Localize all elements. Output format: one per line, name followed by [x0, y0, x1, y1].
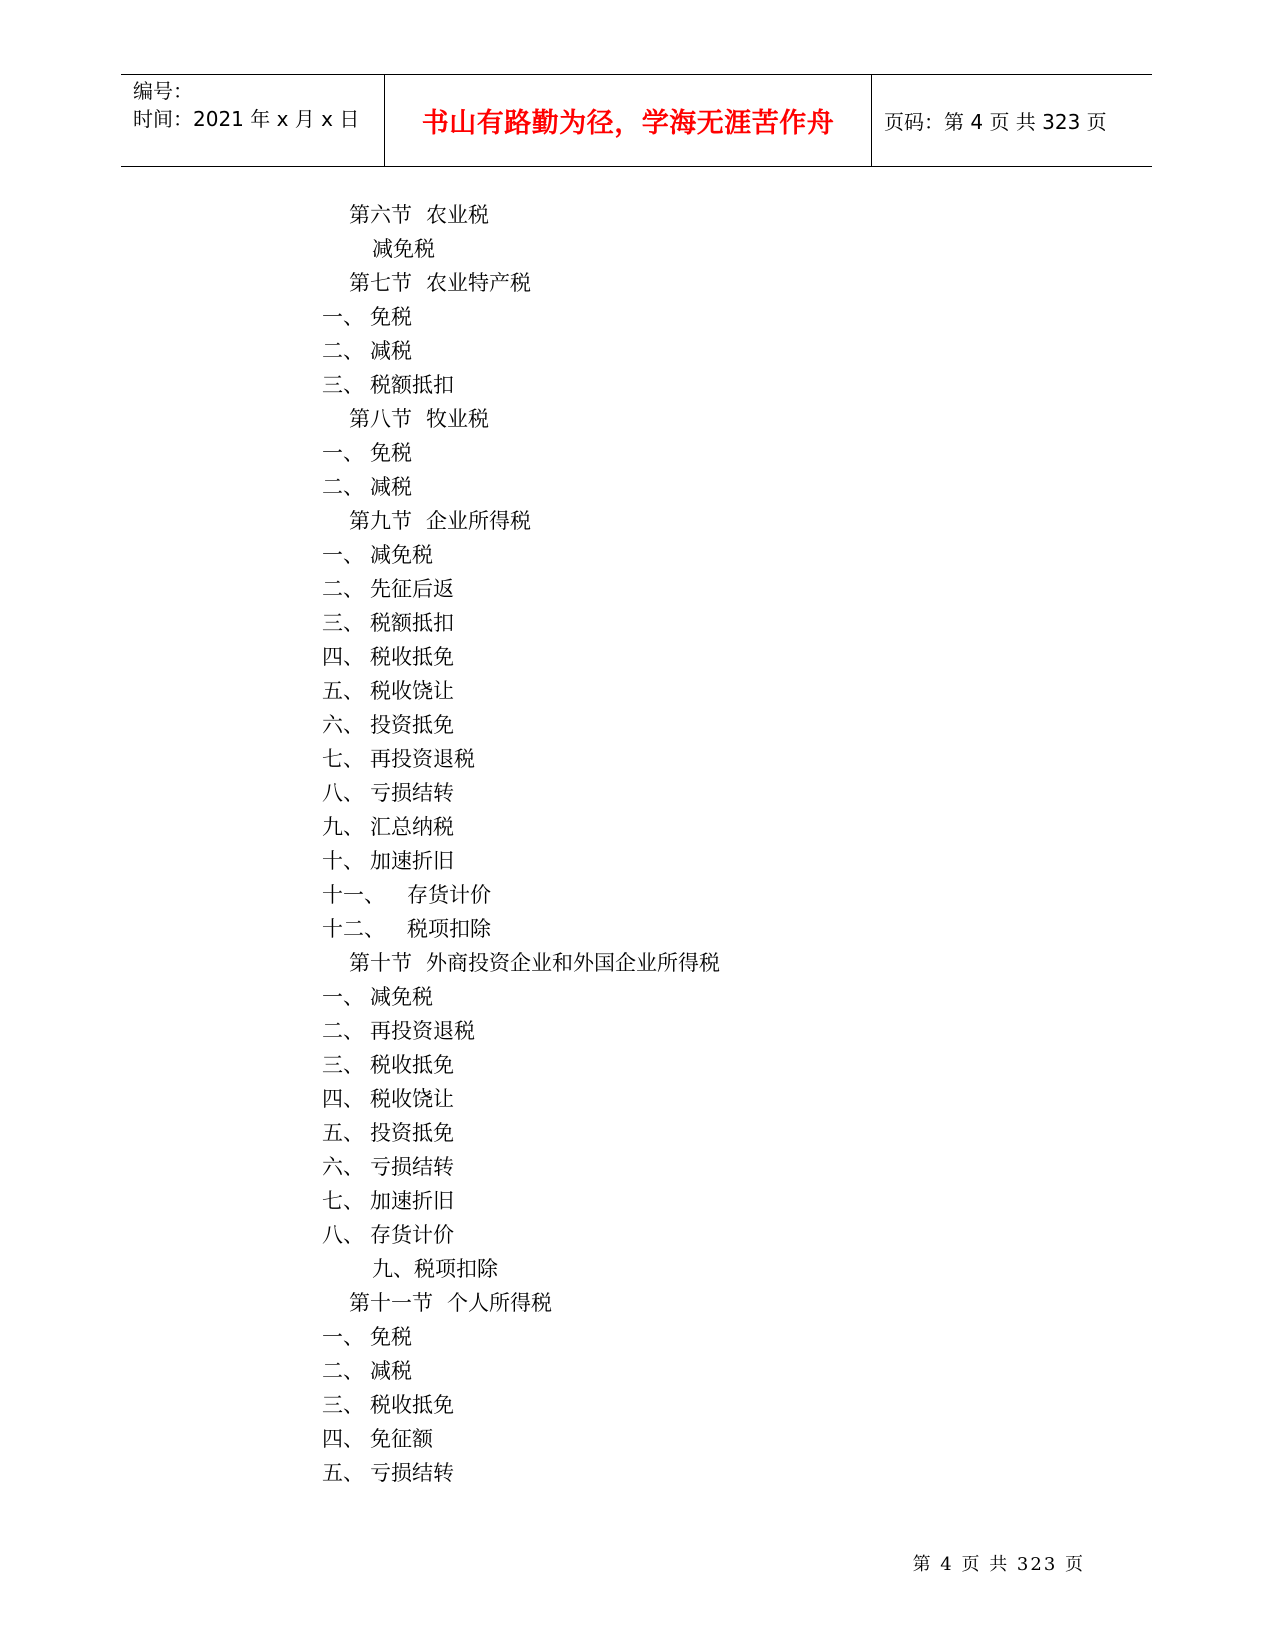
toc-list-item [0, 1014, 1275, 1048]
toc-subheading [0, 1252, 1275, 1286]
list-item-marker: 二、 [322, 1359, 364, 1383]
list-item-marker: 四、 [322, 1427, 364, 1451]
toc-section-heading [0, 198, 1275, 232]
toc-section-heading [0, 402, 1275, 436]
toc-list-item [0, 1218, 1275, 1252]
toc-list-item [0, 1456, 1275, 1490]
list-item-text: 免税 [370, 305, 412, 329]
list-item-marker: 五、 [322, 679, 364, 703]
section-title: 牧业税 [426, 407, 489, 431]
toc-list-item [0, 674, 1275, 708]
list-item-marker: 一、 [322, 305, 364, 329]
header-motto-cell [385, 75, 872, 166]
document-number-label: 编号： [133, 79, 193, 103]
list-item-text: 亏损结转 [370, 1461, 454, 1485]
toc-list-item [0, 810, 1275, 844]
toc-list-item [0, 300, 1275, 334]
list-item-marker: 一、 [322, 543, 364, 567]
toc-list-item [0, 606, 1275, 640]
list-item-marker: 九、 [322, 815, 364, 839]
section-number: 第十节 [349, 951, 412, 975]
section-title: 农业税 [426, 203, 489, 227]
header-meta-cell [121, 75, 385, 166]
toc-list-item [0, 368, 1275, 402]
toc-section-heading [0, 504, 1275, 538]
toc-list-item [0, 1388, 1275, 1422]
section-title: 外商投资企业和外国企业所得税 [426, 951, 720, 975]
list-item-marker: 二、 [322, 339, 364, 363]
list-item-marker: 十、 [322, 849, 364, 873]
page-header [121, 74, 1152, 167]
toc-section-heading [0, 1286, 1275, 1320]
section-title: 企业所得税 [426, 509, 531, 533]
toc-list-item [0, 538, 1275, 572]
list-item-marker: 三、 [322, 1053, 364, 1077]
toc-list-item [0, 878, 1275, 912]
list-item-marker: 四、 [322, 645, 364, 669]
list-item-text: 加速折旧 [370, 849, 454, 873]
subheading-text: 减免税 [372, 237, 435, 261]
toc-list-item [0, 334, 1275, 368]
list-item-marker: 三、 [322, 611, 364, 635]
section-number: 第九节 [349, 509, 412, 533]
toc-list-item [0, 1184, 1275, 1218]
section-title: 个人所得税 [447, 1291, 552, 1315]
document-time-label: 时间：2021 年 x 月 x 日 [133, 107, 360, 131]
list-item-text: 减免税 [370, 985, 433, 1009]
list-item-text: 再投资退税 [370, 1019, 475, 1043]
subheading-text: 九、税项扣除 [372, 1257, 498, 1281]
toc-list-item [0, 1082, 1275, 1116]
toc-list-item [0, 1320, 1275, 1354]
list-item-marker: 二、 [322, 1019, 364, 1043]
list-item-text: 税额抵扣 [370, 611, 454, 635]
list-item-marker: 一、 [322, 1325, 364, 1349]
section-title: 农业特产税 [426, 271, 531, 295]
list-item-text: 税收抵免 [370, 645, 454, 669]
list-item-text: 亏损结转 [370, 1155, 454, 1179]
toc-list-item [0, 844, 1275, 878]
toc-list-item [0, 1354, 1275, 1388]
toc-list-item [0, 470, 1275, 504]
list-item-marker: 六、 [322, 713, 364, 737]
list-item-text: 存货计价 [407, 883, 491, 907]
table-of-contents [0, 198, 1275, 1490]
list-item-marker: 七、 [322, 747, 364, 771]
section-number: 第六节 [349, 203, 412, 227]
list-item-text: 免税 [370, 1325, 412, 1349]
toc-list-item [0, 640, 1275, 674]
toc-list-item [0, 436, 1275, 470]
list-item-text: 税收饶让 [370, 1087, 454, 1111]
section-number: 第十一节 [349, 1291, 433, 1315]
toc-list-item [0, 708, 1275, 742]
toc-subheading [0, 232, 1275, 266]
toc-list-item [0, 1116, 1275, 1150]
list-item-marker: 二、 [322, 577, 364, 601]
list-item-marker: 六、 [322, 1155, 364, 1179]
section-number: 第八节 [349, 407, 412, 431]
toc-list-item [0, 572, 1275, 606]
list-item-text: 减免税 [370, 543, 433, 567]
list-item-text: 减税 [370, 475, 412, 499]
header-page-cell [872, 75, 1152, 166]
list-item-text: 投资抵免 [370, 713, 454, 737]
toc-list-item [0, 980, 1275, 1014]
toc-section-heading [0, 266, 1275, 300]
list-item-text: 税收抵免 [370, 1053, 454, 1077]
list-item-marker: 五、 [322, 1121, 364, 1145]
header-page-code: 页码：第 4 页 共 323 页 [884, 110, 1107, 134]
list-item-text: 汇总纳税 [370, 815, 454, 839]
list-item-marker: 二、 [322, 475, 364, 499]
toc-list-item [0, 742, 1275, 776]
list-item-text: 再投资退税 [370, 747, 475, 771]
page-footer: 第 4 页 共 323 页 [912, 1554, 1085, 1575]
list-item-marker: 八、 [322, 781, 364, 805]
list-item-text: 存货计价 [370, 1223, 454, 1247]
list-item-text: 减税 [370, 339, 412, 363]
list-item-text: 税收饶让 [370, 679, 454, 703]
list-item-marker: 八、 [322, 1223, 364, 1247]
list-item-marker: 十二、 [322, 917, 385, 941]
list-item-marker: 三、 [322, 373, 364, 397]
list-item-marker: 十一、 [322, 883, 385, 907]
list-item-marker: 三、 [322, 1393, 364, 1417]
list-item-text: 投资抵免 [370, 1121, 454, 1145]
toc-list-item [0, 1422, 1275, 1456]
list-item-marker: 一、 [322, 985, 364, 1009]
list-item-marker: 七、 [322, 1189, 364, 1213]
toc-list-item [0, 1048, 1275, 1082]
list-item-text: 免税 [370, 441, 412, 465]
section-number: 第七节 [349, 271, 412, 295]
list-item-marker: 一、 [322, 441, 364, 465]
list-item-text: 加速折旧 [370, 1189, 454, 1213]
toc-section-heading [0, 946, 1275, 980]
list-item-text: 亏损结转 [370, 781, 454, 805]
toc-list-item [0, 776, 1275, 810]
list-item-marker: 五、 [322, 1461, 364, 1485]
list-item-text: 税收抵免 [370, 1393, 454, 1417]
toc-list-item [0, 1150, 1275, 1184]
list-item-text: 免征额 [370, 1427, 433, 1451]
list-item-text: 税项扣除 [407, 917, 491, 941]
list-item-marker: 四、 [322, 1087, 364, 1111]
list-item-text: 减税 [370, 1359, 412, 1383]
toc-list-item [0, 912, 1275, 946]
list-item-text: 先征后返 [370, 577, 454, 601]
header-motto: 书山有路勤为径，学海无涯苦作舟 [421, 108, 835, 139]
list-item-text: 税额抵扣 [370, 373, 454, 397]
